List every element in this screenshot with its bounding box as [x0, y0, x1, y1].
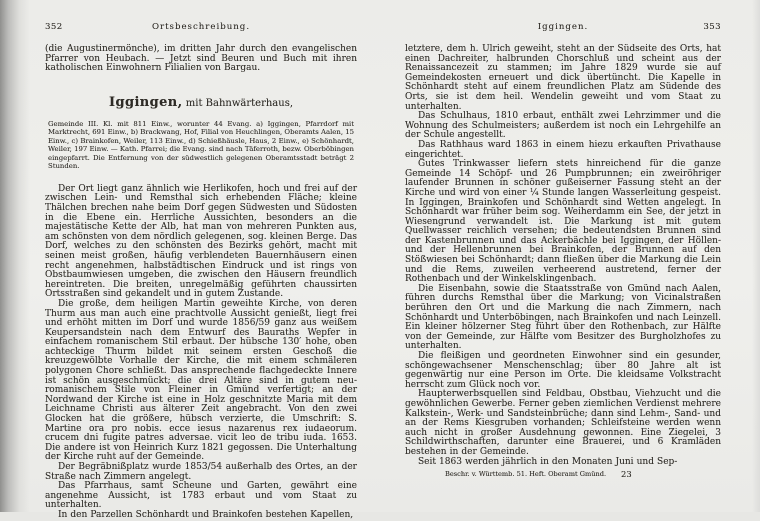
- paragraph: Der Begräbnißplatz wurde 1853/54 außerhalb des Ortes, an der Straße nach Zimmern angelegt.: [45, 462, 357, 482]
- entry-place-name: Iggingen,: [108, 94, 183, 110]
- paragraph: In den Parzellen Schönhardt und Brainkofen bestehen Kapellen,: [58, 509, 354, 520]
- paragraph-continuation: (die Augustinermönche), im dritten Jahr durch den evangelischen Pfarrer von Heubach. — Jetzt sind Beuren und Buch mit ihren katholischen Einwohnern Filialien von Bargau.: [45, 44, 357, 74]
- entry-heading: [45, 84, 357, 112]
- page-right-edge-shadow: [752, 0, 760, 512]
- paragraph: Gutes Trinkwasser liefern stets hinreichend für die ganze Gemeinde 14 Schöpf- und 26 Pumpbrunnen; ein zweiröhriger laufender Brunnen in schöner gußeiserner Fassung steht an der Kirche und wird von einer ¼ Stunde langen Wasserleitung gespeist. In Iggingen, Brainkofen und Schönhardt sind Wetten angelegt. In Schönhardt war früher beim sog. Weiherdamm ein See, der jetzt in Wiesengrund verwandelt ist. Die Markung ist mit gutem Quellwasser reichlich versehen; die bedeutendsten Brunnen sind der Kastenbrunnen und das Ackerbächle bei Iggingen, der Höllen- und der Hellenbrunnen bei Brainkofen, der Brunnen auf den Stößwiesen bei Schönhardt; dann fließen über die Markung die Lein und die Rems, zuweilen verheerend austretend, ferner der Rothenbach und der Winkelsklingenbach.: [405, 159, 721, 285]
- paragraph: Das Pfarrhaus, samt Scheune und Garten, gewährt eine angenehme Aussicht, ist 1783 erbaut und vom Staat zu unterhalten.: [45, 481, 357, 511]
- page-header-right: [405, 22, 721, 32]
- paragraph: Die Eisenbahn, sowie die Staatsstraße von Gmünd nach Aalen, führen durchs Remsthal über die Markung; von Vicinalstraßen berühren den Ort und die Markung die nach Zimmern, nach Schönhardt und Unterböbingen, nach Brainkofen und nach Leinzell. Ein kleiner hölzerner Steg führt über den Rothenbach, zur Hälfte von der Gemeinde, zur Hälfte vom Besitzer des Burgholzhofes zu unterhalten.: [405, 283, 721, 352]
- paragraph: Das Schulhaus, 1810 erbaut, enthält zwei Lehrzimmer und die Wohnung des Schulmeisters; außerdem ist noch ein Lehrgehilfe an der Schule angestellt.: [405, 111, 721, 141]
- sheet-number: 23: [621, 469, 632, 480]
- page-header-left: [45, 22, 357, 32]
- paragraph-continuation: letztere, dem h. Ulrich geweiht, steht an der Südseite des Orts, hat einen Dachreiter, halbrunden Chorschluß und scheint aus der Renaissancezeit zu stammen; im Jahre 1829 wurde sie auf Gemeindekosten erneuert und dick übertüncht. Die Kapelle in Schönhardt steht auf einem freundlichen Platz am Südende des Orts, sie ist dem heil. Wendelin geweiht und vom Staat zu unterhalten.: [405, 44, 721, 112]
- page-right: [405, 22, 721, 480]
- paragraph: Das Rathhaus ward 1863 in einem hiezu erkauften Privathause eingerichtet.: [405, 139, 721, 160]
- page-number: 352: [45, 22, 63, 32]
- entry-heading-suffix: mit Bahnwärterhaus,: [182, 97, 293, 109]
- page-footer: [405, 470, 721, 480]
- gemeinde-statistics: Gemeinde III. Kl. mit 811 Einw., worunter 44 Evang. a) Iggingen, Pfarrdorf mit Marktrecht, 691 Einw., b) Brackwang, Hof, Filial von Heuchlingen, Oberamts Aalen, 15 Einw., c) Brainkofen, Weiler, 113 Einw., d) Schießhäusle, Haus, 2 Einw., e) Schönhardt, Weiler, 197 Einw. — Kath. Pfarrei; die Evang. sind nach Täferroth, bezw. Oberböbingen eingepfarrt. Die Entfernung von der südwestlich gelegenen Oberamtsstadt beträgt 2 Stunden.: [48, 119, 354, 171]
- running-title: Ortsbeschreibung.: [151, 22, 251, 32]
- running-title: Iggingen.: [537, 22, 589, 32]
- paragraph: Haupterwerbsquellen sind Feldbau, Obstbau, Viehzucht und die gewöhnlichen Gewerbe. Ferner geben ziemlichen Verdienst mehrere Kalkstein-, Werk- und Sandsteinbrüche; dann sind Lehm-, Sand- und an der Rems Kiesgruben vorhanden; Schleifsteine werden wenn auch nicht in großer Ausdehnung gewonnen. Eine Ziegelei, 3 Schildwirthschaften, darunter eine Brauerei, und 6 Kramläden bestehen in der Gemeinde.: [405, 389, 721, 457]
- book-edge-shadow: [0, 0, 30, 512]
- page-number: 353: [703, 22, 721, 32]
- paragraph: Die große, dem heiligen Martin geweihte Kirche, von deren Thurm aus man auch eine prachtvolle Aussicht genießt, liegt frei und erhöht mitten im Dorf und wurde 1856/59 ganz aus weißem Keupersandstein nach dem Entwurf des Bauraths Wepfer in einfachem romanischem Stil erbaut. Der hübsche 130′ hohe, oben achteckige Thurm bildet mit seinem ersten Geschoß die kreuzgewölbte Vorhalle der Kirche, die mit einem schmäleren polygonen Chore schließt. Das ansprechende flachgedeckte Innere ist schön ausgeschmückt; die drei Altäre sind in gutem neu-romanischem Stile von Fleiner in Gmünd verfertigt; an der Nordwand der Kirche ist eine in Holz geschnitzte Maria mit dem Leichname Christi aus älterer Zeit angebracht. Von den zwei Glocken hat die größere, hübsch verzierte, die Umschrift: S. Martine ora pro nobis. ecce iesus nazarenus rex iudaeorum. crucem dni fugite patres adversae. vicit leo de tribu iuda. 1653. Die andere ist von Heinrich Kurz 1821 gegossen. Die Unterhaltung der Kirche ruht auf der Gemeinde.: [45, 298, 357, 463]
- paragraph: Die fleißigen und geordneten Einwohner sind ein gesunder, schöngewachsener Menschenschlag; über 80 Jahre alt ist gegenwärtig nur eine Person im Orte. Die kleidsame Volkstracht herrscht zum Glück noch vor.: [405, 351, 721, 390]
- paragraph: Seit 1863 werden jährlich in den Monaten Juni und Sep-: [418, 456, 678, 467]
- page-left: [45, 22, 357, 521]
- paragraph: Der Ort liegt ganz ähnlich wie Herlikofen, hoch und frei auf der zwischen Lein- und Remsthal sich erhebenden Fläche; kleine Thälchen brechen nahe beim Dorf gegen Südwesten und Südosten in die Ebene ein. Herrliche Aussichten, besonders an die majestätische Kette der Alb, hat man von mehreren Punkten aus, am schönsten von dem nördlich gelegenen, sog. kleinen Berge. Das Dorf, welches zu den schönsten des Bezirks gehört, macht mit seinen meist großen, häufig verblendeten Bauernhäusern einen recht angenehmen, halbstädtischen Eindruck und ist rings von Obstbaumwiesen umgeben, die zwischen den Häusern freundlich hereintreten. Die breiten, unregelmäßig geführten chaussirten Ortsstraßen sind gekandelt und in gutem Zustande.: [45, 183, 357, 300]
- volume-signature: Beschr. v. Württemb. 51. Heft. Oberamt Gmünd.: [445, 470, 607, 479]
